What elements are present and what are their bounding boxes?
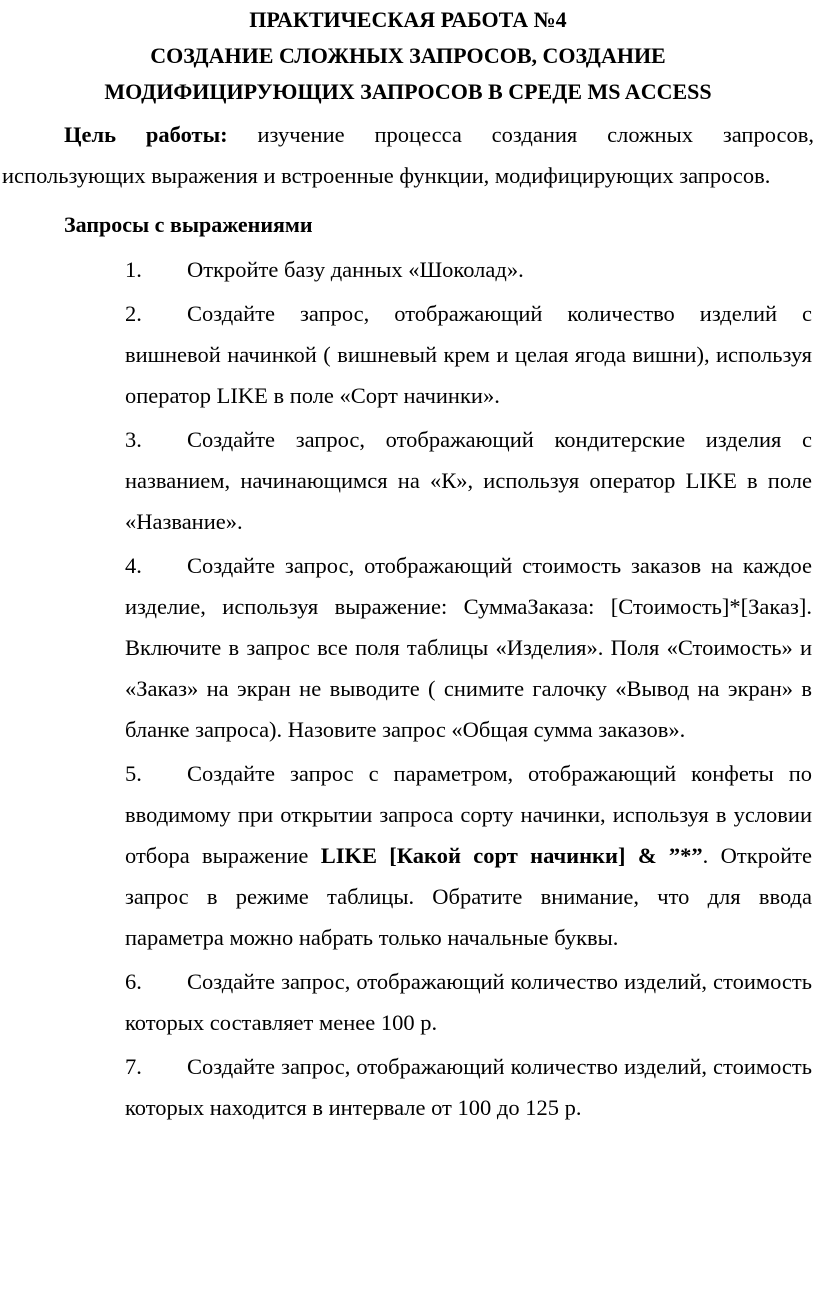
section-title: Запросы с выражениями (64, 212, 313, 237)
step-text: Создайте запрос, отображающий количество изделий, стоимость которых находится в интервале от 100 до 125 р. (125, 1054, 812, 1120)
step-text: Создайте запрос, отображающий кондитерские изделия с названием, начинающимся на «К», используя оператор LIKE в поле «Название». (125, 427, 812, 534)
goal-label: Цель работы: (64, 122, 228, 147)
title-line-2: СОЗДАНИЕ СЛОЖНЫХ ЗАПРОСОВ, СОЗДАНИЕ (150, 43, 666, 68)
goal-paragraph (2, 114, 814, 196)
step-item: 2. Создайте запрос, отображающий количество изделий с вишневой начинкой ( вишневый крем и целая ягода вишни), используя оператор LIKE в поле «Сорт начинки». (125, 301, 812, 408)
step-text: Откройте базу данных «Шоколад». (187, 257, 524, 282)
step-item: 4. Создайте запрос, отображающий стоимость заказов на каждое изделие, используя выражение: СуммаЗаказа: [Стоимость]*[Заказ]. Включите в запрос все поля таблицы «Изделия». Поля «Стоимость» и «Заказ» на экран не выводите ( снимите галочку «Вывод на экран» в бланке запроса). Назовите запрос «Общая сумма заказов». (125, 553, 812, 742)
document-title (2, 0, 814, 110)
step-text: Создайте запрос, отображающий стоимость заказов на каждое изделие, используя выражение: СуммаЗаказа: [Стоимость]*[Заказ]. Включите в запрос все поля таблицы «Изделия». Поля «Стоимость» и «Заказ» на экран не выводите ( снимите галочку «Вывод на экран» в бланке запроса). Назовите запрос «Общая сумма заказов». (125, 553, 812, 742)
goal-text: изучение процесса создания сложных запросов, использующих выражения и встроенные функции, модифицирующих запросов. (2, 122, 814, 188)
step-item: 5. Создайте запрос с параметром, отображающий конфеты по вводимому при открытии запроса сорту начинки, используя в условии отбора выражение LIKE [Какой сорт начинки] & ”*”. Откройте запрос в режиме таблицы. Обратите внимание, что для ввода параметра можно набрать только начальные буквы. (125, 761, 812, 950)
step-item: 3. Создайте запрос, отображающий кондитерские изделия с названием, начинающимся на «К», используя оператор LIKE в поле «Название». (125, 427, 812, 534)
step-item: 6. Создайте запрос, отображающий количество изделий, стоимость которых составляет менее 100 р. (125, 969, 812, 1035)
step-item: 7. Создайте запрос, отображающий количество изделий, стоимость которых находится в интервале от 100 до 125 р. (125, 1054, 812, 1120)
title-line-1: ПРАКТИЧЕСКАЯ РАБОТА №4 (249, 7, 567, 32)
title-line-3: МОДИФИЦИРУЮЩИХ ЗАПРОСОВ В СРЕДЕ MS ACCESS (104, 79, 712, 104)
step-text-after: . Откройте запрос в режиме таблицы. Обратите внимание, что для ввода параметра можно набрать только начальные буквы. (125, 843, 812, 950)
step-item: 1. Откройте базу данных «Шоколад». (125, 257, 524, 282)
step-text: Создайте запрос, отображающий количество изделий, стоимость которых составляет менее 100 р. (125, 969, 812, 1035)
step-text: Создайте запрос с параметром, отображающий конфеты по вводимому при открытии запроса сорту начинки, используя в условии отбора выражение (125, 761, 812, 868)
step-text: Создайте запрос, отображающий количество изделий с вишневой начинкой ( вишневый крем и целая ягода вишни), используя оператор LIKE в поле «Сорт начинки». (125, 301, 812, 408)
steps-list (2, 249, 814, 1128)
step-bold-expression: LIKE [Какой сорт начинки] & ”*” (320, 843, 703, 868)
